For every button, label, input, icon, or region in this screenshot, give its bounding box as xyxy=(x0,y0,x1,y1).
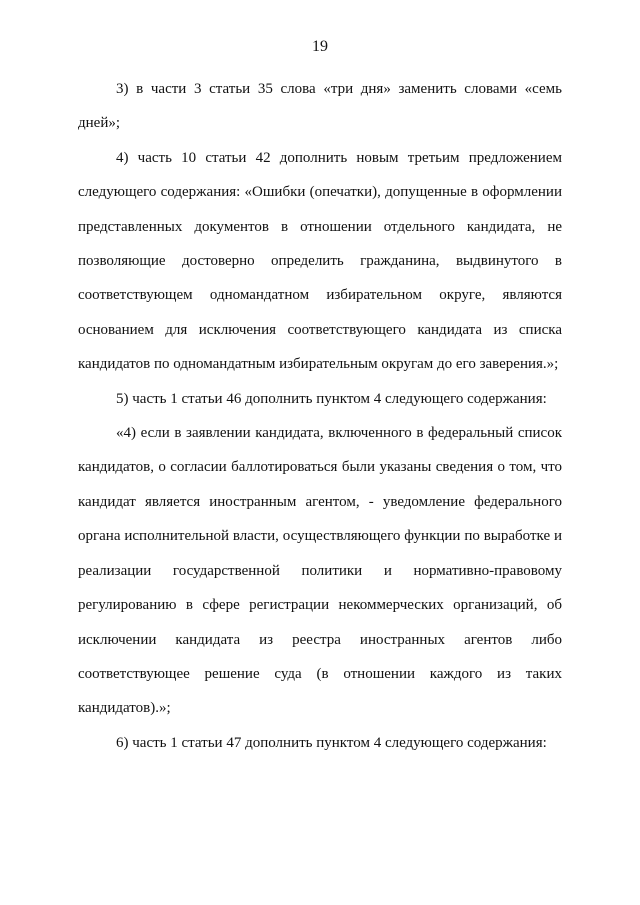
paragraph-item-6: 6) часть 1 статьи 47 дополнить пунктом 4 следующего содержания: xyxy=(116,734,547,751)
paragraph-quoted-item-4: «4) если в заявлении кандидата, включенного в федеральный список кандидатов, о согласии баллотироваться были указаны сведения о том, что кандидат является иностранным агентом, - уведомление федерального органа исполнительной власти, осуществляющего функции по выработке и реализации государственной политики и нормативно-правовому регулированию в сфере регистрации некоммерческих организаций, об исключении кандидата из реестра иностранных агентов либо соответствующее решение суда (в отношении каждого из таких кандидатов).»; xyxy=(78,425,562,717)
paragraph-item-4: 4) часть 10 статьи 42 дополнить новым третьим предложением следующего содержания: «Ошибки (опечатки), допущенные в оформлении представленных документов в отношении отдельного кандидата, не позволяющие достоверно определить гражданина, выдвинутого в соответствующем одномандатном избирательном округе, являются основанием для исключения соответствующего кандидата из списка кандидатов по одномандатным избирательным округам до его заверения.»; xyxy=(78,149,562,373)
page-number: 19 xyxy=(312,38,328,55)
paragraph-item-3: 3) в части 3 статьи 35 слова «три дня» заменить словами «семь дней»; xyxy=(78,81,562,132)
document-body xyxy=(78,72,562,760)
paragraph-item-5: 5) часть 1 статьи 46 дополнить пунктом 4 следующего содержания: xyxy=(116,390,547,407)
